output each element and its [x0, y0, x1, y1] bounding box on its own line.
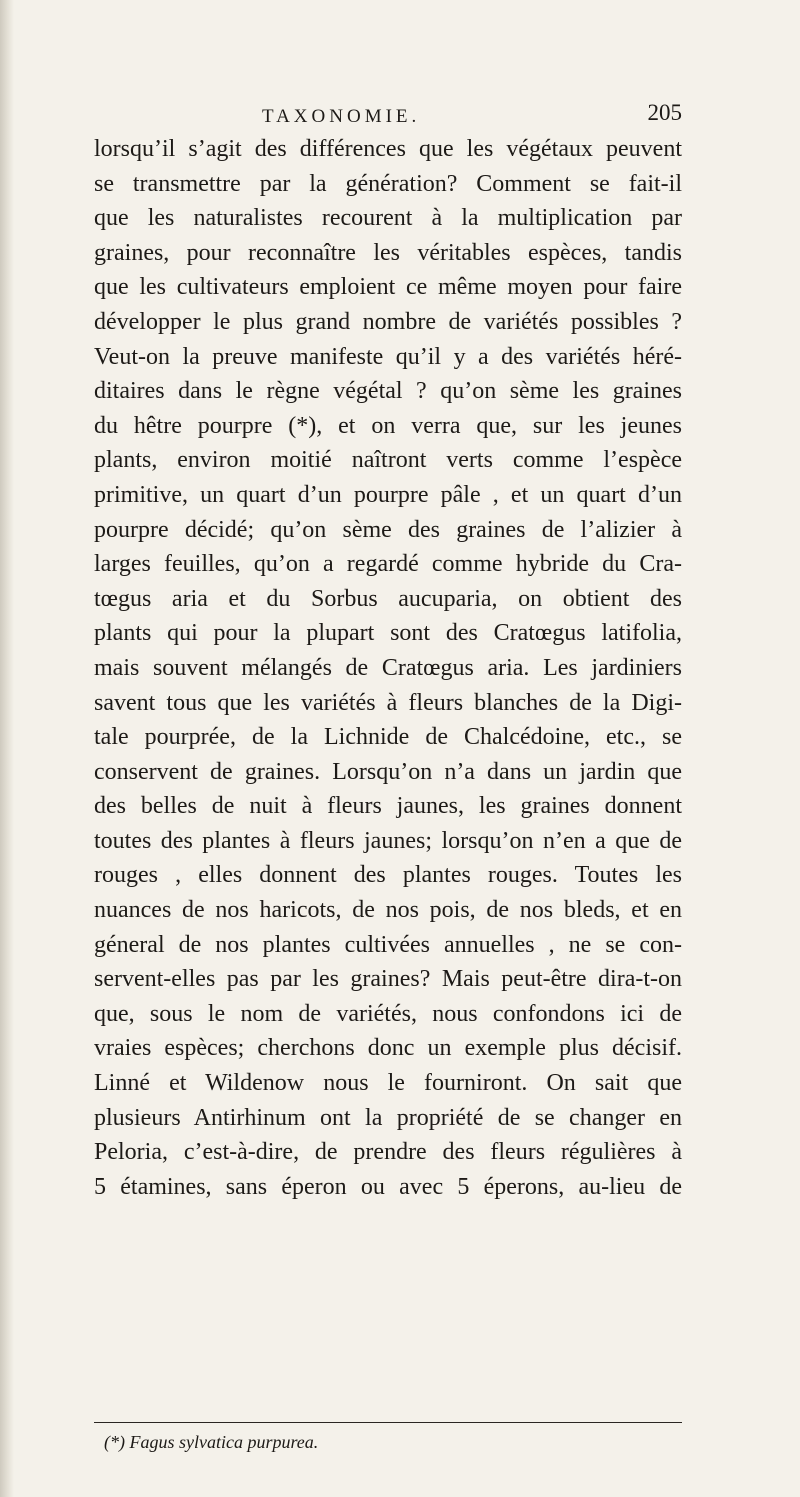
text-line: larges feuilles, qu’on a regardé comme hybride du Cra- — [94, 551, 682, 578]
text-line: Peloria, c’est-à-dire, de prendre des fleurs régulières à — [94, 1139, 682, 1166]
text-line: plants, environ moitié naîtront verts comme l’espèce — [94, 447, 682, 474]
text-line: des belles de nuit à fleurs jaunes, les graines donnent — [94, 793, 682, 820]
text-line: pourpre décidé; qu’on sème des graines de l’alizier à — [94, 516, 682, 543]
text-line: Linné et Wildenow nous le fourniront. On sait que — [94, 1070, 682, 1097]
text-line: servent-elles pas par les graines? Mais peut-être dira-t-on — [94, 966, 682, 993]
page-number: 205 — [647, 100, 682, 125]
text-line: ditaires dans le règne végétal ? qu’on sème les graines — [94, 378, 682, 405]
footnote-rule — [94, 1422, 682, 1423]
text-line: mais souvent mélangés de Cratœgus aria. Les jardiniers — [94, 654, 682, 681]
text-line: 5 étamines, sans éperon ou avec 5 éperons, au-lieu de — [94, 1173, 682, 1200]
text-line: lorsqu’il s’agit des différences que les végétaux peuvent — [94, 136, 682, 162]
body-text — [94, 132, 682, 1204]
text-line: vraies espèces; cherchons donc un exemple plus décisif. — [94, 1035, 682, 1062]
text-line: du hêtre pourpre (*), et on verra que, sur les jeunes — [94, 412, 682, 439]
text-line: rouges , elles donnent des plantes rouges. Toutes les — [94, 862, 682, 889]
footnote: (*) Fagus sylvatica purpurea. — [104, 1432, 319, 1452]
page-header — [94, 98, 682, 134]
text-line: plants qui pour la plupart sont des Cratœgus latifolia, — [94, 620, 682, 647]
text-line: conservent de graines. Lorsqu’on n’a dans un jardin que — [94, 758, 682, 785]
text-line: se transmettre par la génération? Comment se fait-il — [94, 170, 682, 197]
text-line: que les cultivateurs emploient ce même moyen pour faire — [94, 274, 682, 301]
text-line: graines, pour reconnaître les véritables espèces, tandis — [94, 239, 682, 266]
text-line: nuances de nos haricots, de nos pois, de nos bleds, et en — [94, 897, 682, 924]
running-head: TAXONOMIE. — [262, 106, 421, 127]
text-line: développer le plus grand nombre de variétés possibles ? — [94, 308, 682, 335]
text-line: Veut-on la preuve manifeste qu’il y a des variétés héré- — [94, 343, 682, 370]
text-line: que, sous le nom de variétés, nous confondons ici de — [94, 1000, 682, 1027]
text-line: que les naturalistes recourent à la multiplication par — [94, 205, 682, 232]
binding-shadow — [0, 0, 14, 1497]
text-line: tale pourprée, de la Lichnide de Chalcédoine, etc., se — [94, 724, 682, 751]
text-line: toutes des plantes à fleurs jaunes; lorsqu’on n’en a que de — [94, 827, 682, 854]
text-line: géneral de nos plantes cultivées annuelles , ne se con- — [94, 931, 682, 958]
text-line: savent tous que les variétés à fleurs blanches de la Digi- — [94, 689, 682, 716]
text-line: primitive, un quart d’un pourpre pâle , et un quart d’un — [94, 481, 682, 508]
text-line: tœgus aria et du Sorbus aucuparia, on obtient des — [94, 585, 682, 612]
text-line: plusieurs Antirhinum ont la propriété de se changer en — [94, 1104, 682, 1131]
